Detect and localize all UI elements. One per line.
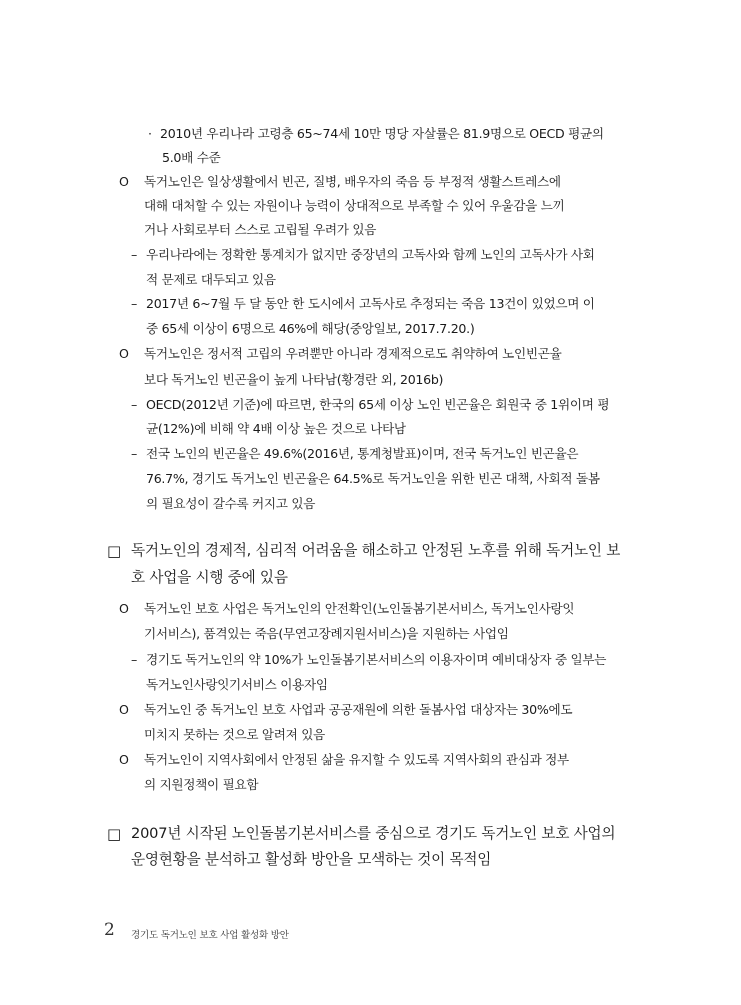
text-line: 독거노인 중 독거노인 보호 사업과 공공재원에 의한 돌봄사업 대상자는 30%에도 bbox=[144, 702, 573, 717]
text-line: 경기도 독거노인의 약 10%가 노인돌봄기본서비스의 이용자이며 예비대상자 중 일부는 bbox=[146, 652, 607, 667]
text-line: 76.7%, 경기도 독거노인 빈곤율은 64.5%로 독거노인을 위한 빈곤 대책, 사회적 돌봄 bbox=[146, 471, 600, 486]
text-line: 5.0배 수준 bbox=[162, 150, 221, 165]
bullet-circle: O bbox=[119, 702, 129, 717]
text-line: 기서비스), 품격있는 죽음(무연고장례지원서비스)을 지원하는 사업임 bbox=[144, 626, 509, 641]
bullet-circle: O bbox=[119, 174, 129, 189]
text-line: 2017년 6~7월 두 달 동안 한 도시에서 고독사로 추정되는 죽음 13건이 있었으며 이 bbox=[146, 296, 595, 311]
text-line: 우리나라에는 정확한 통계치가 없지만 중장년의 고독사와 함께 노인의 고독사가 사회 bbox=[146, 247, 595, 262]
text-line: 의 필요성이 갈수록 커지고 있음 bbox=[146, 496, 316, 511]
text-line: 독거노인이 지역사회에서 안정된 삶을 유지할 수 있도록 지역사회의 관심과 정부 bbox=[144, 752, 569, 767]
bullet-dash: – bbox=[131, 397, 138, 412]
text-line: 독거노인은 정서적 고립의 우려뿐만 아니라 경제적으로도 취약하여 노인빈곤율 bbox=[144, 346, 562, 361]
text-line: 의 지원정책이 필요함 bbox=[144, 777, 259, 792]
text-line: 거나 사회로부터 스스로 고립될 우려가 있음 bbox=[144, 222, 377, 237]
bullet-dash: – bbox=[131, 296, 138, 311]
bullet-dot: · bbox=[148, 126, 153, 141]
text-line: 보다 독거노인 빈곤율이 높게 나타남(황경란 외, 2016b) bbox=[144, 372, 444, 387]
text-line: 독거노인사랑잇기서비스 이용자임 bbox=[146, 677, 328, 692]
running-title: 경기도 독거노인 보호 사업 활성화 방안 bbox=[131, 930, 289, 941]
text-line: 중 65세 이상이 6명으로 46%에 해당(중앙일보, 2017.7.20.) bbox=[146, 321, 475, 336]
page-number: 2 bbox=[104, 920, 115, 940]
section-heading-line: 독거노인의 경제적, 심리적 어려움을 해소하고 안정된 노후를 위해 독거노인 보 bbox=[131, 542, 621, 559]
bullet-dash: – bbox=[131, 247, 138, 262]
bullet-dash: – bbox=[131, 446, 138, 461]
text-line: 2010년 우리나라 고령층 65~74세 10만 명당 자살률은 81.9명으로 OECD 평균의 bbox=[160, 126, 604, 141]
section-heading-line: 2007년 시작된 노인돌봄기본서비스를 중심으로 경기도 독거노인 보호 사업의 bbox=[131, 825, 616, 842]
text-line: OECD(2012년 기준)에 따르면, 한국의 65세 이상 노인 빈곤율은 회원국 중 1위이며 평 bbox=[146, 397, 610, 412]
text-line: 미치지 못하는 것으로 알려져 있음 bbox=[144, 727, 325, 742]
section-heading-line: 운영현황을 분석하고 활성화 방안을 모색하는 것이 목적임 bbox=[131, 851, 492, 868]
bullet-square: □ bbox=[107, 825, 121, 843]
section-heading-line: 호 사업을 시행 중에 있음 bbox=[131, 569, 288, 586]
bullet-circle: O bbox=[119, 601, 129, 616]
text-line: 독거노인 보호 사업은 독거노인의 안전확인(노인돌봄기본서비스, 독거노인사랑잇 bbox=[144, 601, 575, 616]
text-line: 전국 노인의 빈곤율은 49.6%(2016년, 통계청발표)이며, 전국 독거노인 빈곤율은 bbox=[146, 446, 579, 461]
bullet-dash: – bbox=[131, 652, 138, 667]
bullet-square: □ bbox=[107, 542, 121, 560]
text-line: 대해 대처할 수 있는 자원이나 능력이 상대적으로 부족할 수 있어 우울감을 느끼 bbox=[144, 198, 565, 213]
text-line: 독거노인은 일상생활에서 빈곤, 질병, 배우자의 죽음 등 부정적 생활스트레스에 bbox=[144, 174, 561, 189]
text-line: 적 문제로 대두되고 있음 bbox=[146, 272, 276, 287]
text-line: 균(12%)에 비해 약 4배 이상 높은 것으로 나타남 bbox=[146, 421, 406, 436]
bullet-circle: O bbox=[119, 346, 129, 361]
bullet-circle: O bbox=[119, 752, 129, 767]
